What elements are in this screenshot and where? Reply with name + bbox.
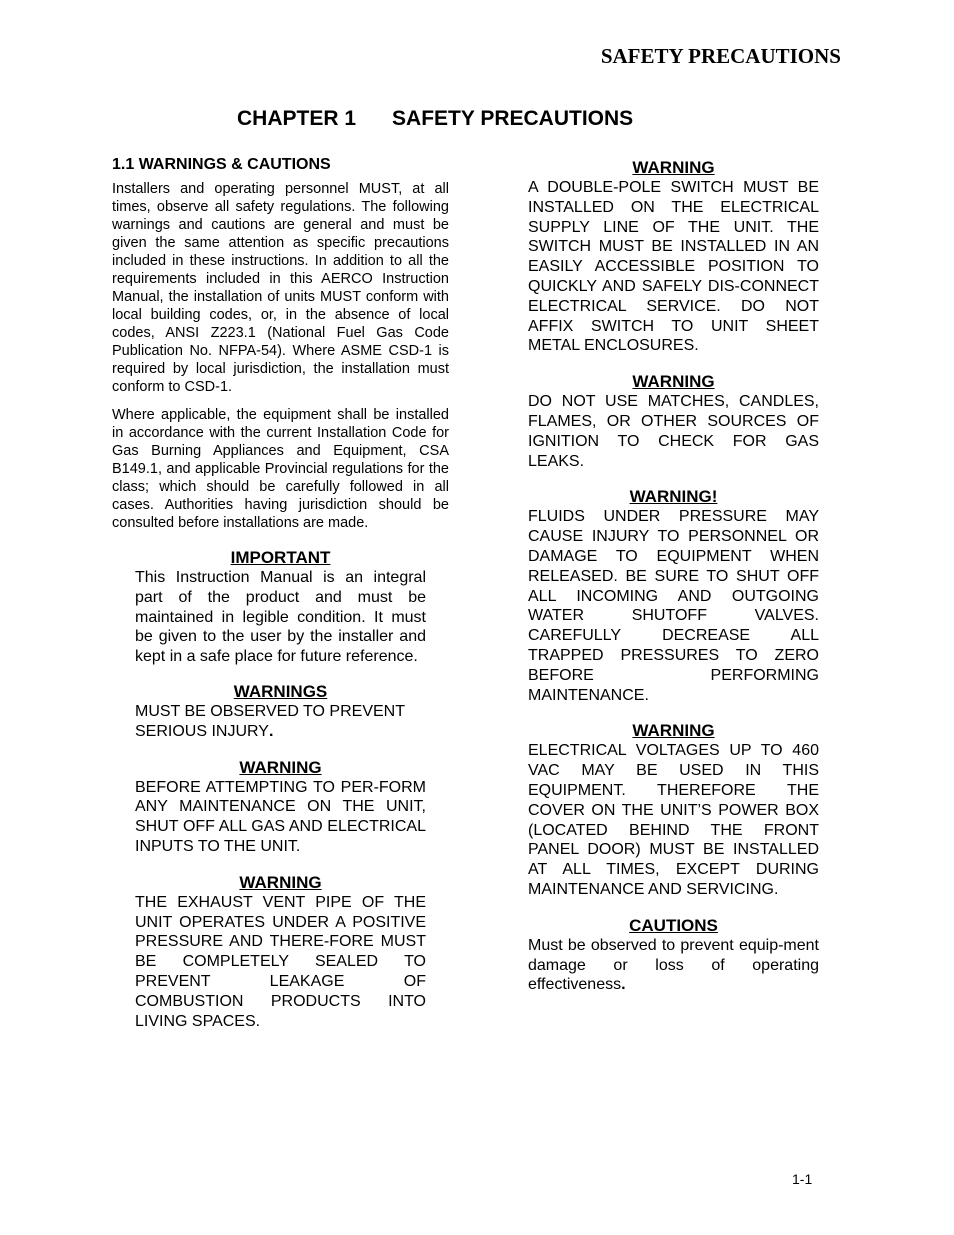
- ignition-warning: [528, 371, 819, 471]
- voltage-warning: [528, 720, 819, 899]
- notice-title: IMPORTANT: [230, 548, 331, 567]
- section-heading: 1.1 WARNINGS & CAUTIONS: [112, 156, 331, 173]
- left-column: [112, 156, 449, 1031]
- exhaust-vent-warning: [135, 872, 426, 1032]
- double-pole-switch-warning: [528, 157, 819, 356]
- notice-body: A DOUBLE-POLE SWITCH MUST BE INSTALLED ON THE ELECTRICAL SUPPLY LINE OF THE UNIT. THE SWITCH MUST BE INSTALLED IN AN EASILY ACCESSIBLE POSITION TO QUICKLY AND SAFELY DIS-CONNECT ELECTRICAL SERVICE. DO NOT AFFIX SWITCH TO UNIT SHEET METAL ENCLOSURES.: [528, 179, 819, 355]
- notice-body: BEFORE ATTEMPTING TO PER-FORM ANY MAINTENANCE ON THE UNIT, SHUT OFF ALL GAS AND ELECTRICAL INPUTS TO THE UNIT.: [135, 778, 426, 855]
- important-notice: [135, 547, 426, 667]
- notice-body: THE EXHAUST VENT PIPE OF THE UNIT OPERATES UNDER A POSITIVE PRESSURE AND THERE-FORE MUST BE COMPLETELY SEALED TO PREVENT LEAKAGE OF COMBUSTION PRODUCTS INTO LIVING SPACES.: [135, 893, 426, 1030]
- pressure-warning: [528, 486, 819, 705]
- notice-body: ELECTRICAL VOLTAGES UP TO 460 VAC MAY BE USED IN THIS EQUIPMENT. THEREFORE THE COVER ON THE UNIT’S POWER BOX (LOCATED BEHIND THE FRONT PANEL DOOR) MUST BE INSTALLED AT ALL TIMES, EXCEPT DURING MAINTENANCE AND SERVICING.: [528, 742, 819, 898]
- cautions-notice: [528, 915, 819, 995]
- maintenance-warning: [135, 757, 426, 857]
- notice-title: WARNING: [239, 872, 322, 892]
- notice-title: WARNING: [239, 757, 322, 777]
- notice-body: MUST BE OBSERVED TO PREVENT SERIOUS INJURY.: [135, 702, 405, 740]
- notice-title: WARNINGS: [233, 681, 328, 701]
- notice-title: WARNING: [632, 372, 715, 392]
- applicability-paragraph: Where applicable, the equipment shall be installed in accordance with the current Installation Code for Gas Burning Appliances and Equipment, CSA B149.1, and applicable Provincial regulations for the class; which should be carefully followed in all cases. Authorities having jurisdiction should be consulted before installations are made.: [112, 407, 449, 531]
- chapter-title: SAFETY PRECAUTIONS: [392, 107, 634, 130]
- running-header: SAFETY PRECAUTIONS: [600, 44, 841, 68]
- notice-title: WARNING: [632, 721, 715, 741]
- right-column: [528, 157, 819, 995]
- notice-body: This Instruction Manual is an integral part of the product and must be maintained in legible condition. It must be given to the user by the installer and kept in a safe place for future reference.: [135, 569, 426, 666]
- notice-title: CAUTIONS: [629, 915, 718, 935]
- chapter-heading: [237, 107, 633, 131]
- warnings-notice: [135, 681, 426, 742]
- intro-paragraph: Installers and operating personnel MUST, at all times, observe all safety regulations. The following warnings and cautions are general and must be given the same attention as specific precautions included in these instructions. In addition to all the requirements included in this AERCO Instruction Manual, the installation of units MUST conform with local building codes, or, in the absence of local codes, ANSI Z223.1 (National Fuel Gas Code Publication No. NFPA-54). Where ASME CSD-1 is required by local jurisdiction, the installation must conform to CSD-1.: [112, 181, 449, 395]
- chapter-number: CHAPTER 1: [237, 107, 357, 130]
- notice-body: Must be observed to prevent equip-ment damage or loss of operating effectiveness.: [528, 936, 819, 994]
- notice-title: WARNING!: [629, 487, 718, 507]
- notice-body: DO NOT USE MATCHES, CANDLES, FLAMES, OR OTHER SOURCES OF IGNITION TO CHECK FOR GAS LEAKS.: [528, 393, 819, 470]
- page-number: 1-1: [792, 1171, 813, 1187]
- notice-title: WARNING: [632, 158, 715, 177]
- notice-body: FLUIDS UNDER PRESSURE MAY CAUSE INJURY TO PERSONNEL OR DAMAGE TO EQUIPMENT WHEN RELEASED. BE SURE TO SHUT OFF ALL INCOMING AND OUTGOING WATER SHUTOFF VALVES. CAREFULLY DECREASE ALL TRAPPED PRESSURES TO ZERO BEFORE PERFORMING MAINTENANCE.: [528, 508, 819, 704]
